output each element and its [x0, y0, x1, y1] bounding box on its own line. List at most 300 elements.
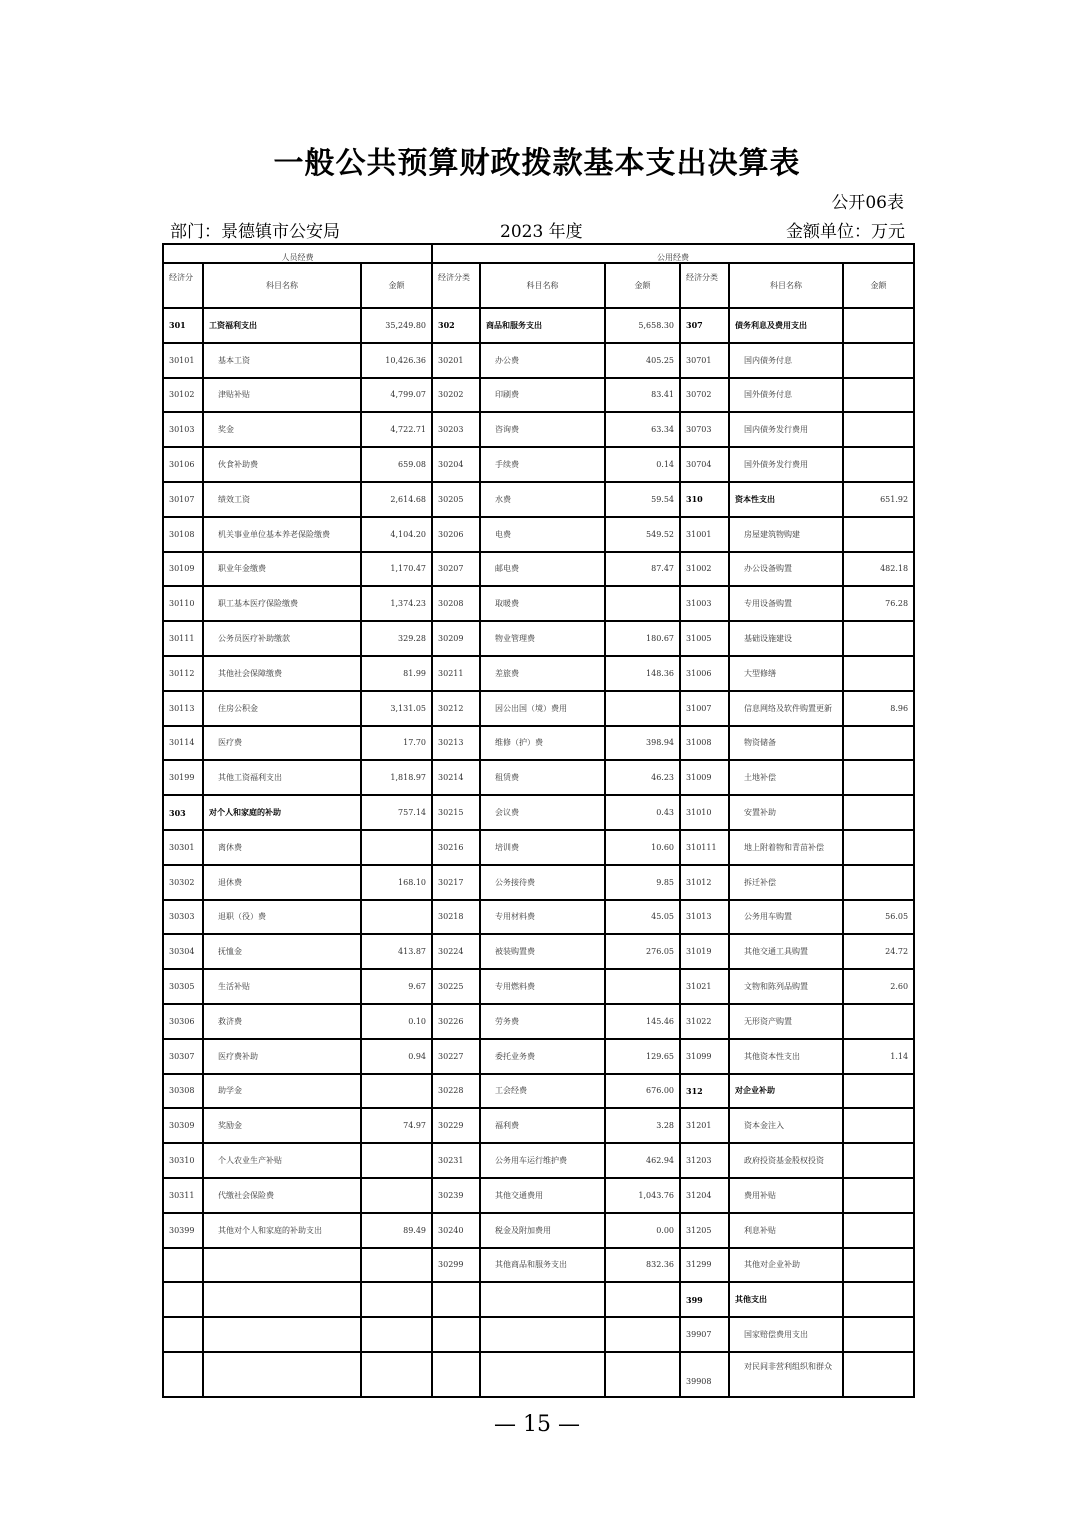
- cell-amount: [361, 1074, 432, 1109]
- table-row: [163, 691, 914, 726]
- cell-item-name: 办公费: [480, 343, 605, 378]
- cell-item-name: 会议费: [480, 795, 605, 830]
- group-header-personnel: 人员经费: [163, 244, 432, 263]
- cell-item-name: 物业管理费: [480, 621, 605, 656]
- cell-item-name: [480, 1282, 605, 1317]
- cell-item-name: 基础设施建设: [729, 621, 843, 656]
- cell-amount: [843, 1317, 914, 1352]
- table-row: [163, 969, 914, 1004]
- cell-code: 30101: [163, 343, 203, 378]
- amount-unit: 金额单位：万元: [786, 222, 905, 242]
- cell-item-name: 职业年金缴费: [203, 552, 361, 587]
- cell-item-name: 工会经费: [480, 1074, 605, 1109]
- cell-amount: [605, 1317, 680, 1352]
- cell-code: 30211: [432, 656, 480, 691]
- cell-item-name: 大型修缮: [729, 656, 843, 691]
- cell-item-name: 基本工资: [203, 343, 361, 378]
- cell-item-name: 手续费: [480, 447, 605, 482]
- cell-amount: 24.72: [843, 934, 914, 969]
- cell-amount: [843, 1074, 914, 1109]
- cell-amount: 651.92: [843, 482, 914, 517]
- cell-item-name: 奖励金: [203, 1108, 361, 1143]
- cell-code: 30205: [432, 482, 480, 517]
- cell-amount: 276.05: [605, 934, 680, 969]
- cell-amount: [843, 1352, 914, 1397]
- cell-code: 31009: [680, 760, 729, 795]
- cell-item-name: 费用补贴: [729, 1178, 843, 1213]
- expenditure-table: [162, 243, 915, 1398]
- cell-amount: 3.28: [605, 1108, 680, 1143]
- cell-item-name: 医疗费: [203, 726, 361, 761]
- cell-item-name: 其他交通工具购置: [729, 934, 843, 969]
- cell-code: 30203: [432, 412, 480, 447]
- cell-item-name: 公务员医疗补助缴款: [203, 621, 361, 656]
- cell-item-name: 利息补贴: [729, 1213, 843, 1248]
- cell-item-name: 对个人和家庭的补助: [203, 795, 361, 830]
- cell-code: 31021: [680, 969, 729, 1004]
- cell-item-name: 政府投资基金股权投资: [729, 1143, 843, 1178]
- cell-code: 30215: [432, 795, 480, 830]
- cell-item-name: 专用设备购置: [729, 586, 843, 621]
- cell-code: 30114: [163, 726, 203, 761]
- cell-amount: 129.65: [605, 1039, 680, 1074]
- header-name: 科目名称: [480, 263, 605, 308]
- cell-code: 30206: [432, 517, 480, 552]
- cell-code: 30303: [163, 900, 203, 935]
- cell-item-name: 个人农业生产补贴: [203, 1143, 361, 1178]
- header-amount: 金额: [605, 263, 680, 308]
- cell-item-name: 办公设备购置: [729, 552, 843, 587]
- cell-item-name: 国外债务发行费用: [729, 447, 843, 482]
- cell-amount: 1,170.47: [361, 552, 432, 587]
- cell-item-name: 专用材料费: [480, 900, 605, 935]
- cell-item-name: 国内债务付息: [729, 343, 843, 378]
- cell-item-name: 离休费: [203, 830, 361, 865]
- cell-item-name: 委托业务费: [480, 1039, 605, 1074]
- cell-code: 30306: [163, 1004, 203, 1039]
- cell-amount: 10.60: [605, 830, 680, 865]
- cell-amount: 462.94: [605, 1143, 680, 1178]
- cell-amount: [843, 830, 914, 865]
- cell-item-name: 绩效工资: [203, 482, 361, 517]
- cell-item-name: 对民间非营利组织和群众: [729, 1352, 843, 1397]
- table-row: [163, 1213, 914, 1248]
- cell-item-name: 助学金: [203, 1074, 361, 1109]
- cell-code: 30240: [432, 1213, 480, 1248]
- cell-item-name: 咨询费: [480, 412, 605, 447]
- cell-code: 30214: [432, 760, 480, 795]
- cell-code: 30207: [432, 552, 480, 587]
- cell-item-name: [203, 1317, 361, 1352]
- cell-amount: [361, 1143, 432, 1178]
- table-row: [163, 378, 914, 413]
- cell-item-name: 安置补助: [729, 795, 843, 830]
- cell-item-name: 商品和服务支出: [480, 308, 605, 343]
- cell-amount: [361, 1282, 432, 1317]
- cell-item-name: 职工基本医疗保险缴费: [203, 586, 361, 621]
- cell-amount: 46.23: [605, 760, 680, 795]
- cell-amount: [843, 760, 914, 795]
- cell-item-name: 其他交通费用: [480, 1178, 605, 1213]
- cell-amount: 10,426.36: [361, 343, 432, 378]
- cell-code: 30108: [163, 517, 203, 552]
- cell-item-name: 医疗费补助: [203, 1039, 361, 1074]
- cell-amount: [361, 1352, 432, 1397]
- department: 部门：景德镇市公安局: [170, 222, 340, 242]
- cell-code: 31013: [680, 900, 729, 935]
- cell-item-name: 房屋建筑物购建: [729, 517, 843, 552]
- cell-item-name: 抚恤金: [203, 934, 361, 969]
- cell-amount: 1.14: [843, 1039, 914, 1074]
- table-row: [163, 1108, 914, 1143]
- cell-code: 30225: [432, 969, 480, 1004]
- cell-code: 310111: [680, 830, 729, 865]
- cell-code: [163, 1352, 203, 1397]
- cell-item-name: 其他商品和服务支出: [480, 1248, 605, 1283]
- cell-amount: [605, 969, 680, 1004]
- cell-amount: [843, 726, 914, 761]
- group-header-public: 公用经费: [432, 244, 914, 263]
- cell-amount: [843, 412, 914, 447]
- cell-code: [432, 1317, 480, 1352]
- cell-code: 30702: [680, 378, 729, 413]
- cell-amount: 2.60: [843, 969, 914, 1004]
- table-row: [163, 1352, 914, 1397]
- cell-amount: 413.87: [361, 934, 432, 969]
- cell-code: 30209: [432, 621, 480, 656]
- cell-amount: 89.49: [361, 1213, 432, 1248]
- cell-code: 30204: [432, 447, 480, 482]
- cell-code: 30307: [163, 1039, 203, 1074]
- cell-code: 30213: [432, 726, 480, 761]
- cell-amount: [843, 517, 914, 552]
- cell-item-name: 其他工资福利支出: [203, 760, 361, 795]
- cell-code: 31006: [680, 656, 729, 691]
- cell-item-name: 救济费: [203, 1004, 361, 1039]
- cell-code: 31203: [680, 1143, 729, 1178]
- cell-code: 30208: [432, 586, 480, 621]
- cell-item-name: [480, 1352, 605, 1397]
- table-row: [163, 1178, 914, 1213]
- cell-amount: 549.52: [605, 517, 680, 552]
- cell-code: 31019: [680, 934, 729, 969]
- cell-code: 30216: [432, 830, 480, 865]
- cell-item-name: 债务利息及费用支出: [729, 308, 843, 343]
- cell-code: 30212: [432, 691, 480, 726]
- cell-item-name: 住房公积金: [203, 691, 361, 726]
- cell-item-name: 被装购置费: [480, 934, 605, 969]
- cell-amount: [843, 865, 914, 900]
- cell-item-name: 培训费: [480, 830, 605, 865]
- cell-code: 30309: [163, 1108, 203, 1143]
- cell-amount: 148.36: [605, 656, 680, 691]
- cell-item-name: 伙食补助费: [203, 447, 361, 482]
- cell-amount: 757.14: [361, 795, 432, 830]
- cell-code: 31010: [680, 795, 729, 830]
- cell-amount: [843, 1178, 914, 1213]
- cell-item-name: 生活补贴: [203, 969, 361, 1004]
- header-amount: 金额: [843, 263, 914, 308]
- cell-amount: 0.43: [605, 795, 680, 830]
- cell-code: [163, 1282, 203, 1317]
- cell-amount: 87.47: [605, 552, 680, 587]
- cell-amount: [843, 1248, 914, 1283]
- cell-code: 30229: [432, 1108, 480, 1143]
- cell-item-name: 其他社会保障缴费: [203, 656, 361, 691]
- table-row: [163, 412, 914, 447]
- cell-item-name: 维修（护）费: [480, 726, 605, 761]
- cell-code: 30202: [432, 378, 480, 413]
- cell-amount: [361, 1248, 432, 1283]
- cell-code: 312: [680, 1074, 729, 1109]
- cell-amount: [843, 1282, 914, 1317]
- table-row: [163, 726, 914, 761]
- table-row: [163, 1039, 914, 1074]
- cell-amount: 59.54: [605, 482, 680, 517]
- cell-amount: [843, 447, 914, 482]
- table-row: [163, 621, 914, 656]
- table-row: [163, 900, 914, 935]
- cell-code: 30299: [432, 1248, 480, 1283]
- table-row: [163, 447, 914, 482]
- cell-code: [432, 1352, 480, 1397]
- cell-code: 30302: [163, 865, 203, 900]
- cell-item-name: [203, 1352, 361, 1397]
- cell-amount: 74.97: [361, 1108, 432, 1143]
- cell-item-name: 土地补偿: [729, 760, 843, 795]
- table-row: [163, 1074, 914, 1109]
- cell-code: 30111: [163, 621, 203, 656]
- cell-code: 399: [680, 1282, 729, 1317]
- cell-code: 307: [680, 308, 729, 343]
- cell-amount: [361, 1317, 432, 1352]
- cell-code: 301: [163, 308, 203, 343]
- cell-amount: 1,818.97: [361, 760, 432, 795]
- cell-code: 30226: [432, 1004, 480, 1039]
- cell-code: 31008: [680, 726, 729, 761]
- cell-code: 30110: [163, 586, 203, 621]
- cell-item-name: 公务接待费: [480, 865, 605, 900]
- cell-amount: 0.00: [605, 1213, 680, 1248]
- header-name: 科目名称: [203, 263, 361, 308]
- cell-code: 31204: [680, 1178, 729, 1213]
- cell-item-name: 资本性支出: [729, 482, 843, 517]
- fiscal-year: 2023 年度: [500, 222, 583, 242]
- cell-code: 39907: [680, 1317, 729, 1352]
- cell-amount: [843, 1108, 914, 1143]
- cell-amount: [843, 1143, 914, 1178]
- cell-amount: 83.41: [605, 378, 680, 413]
- header-code: 经济分类: [680, 263, 729, 308]
- table-row: [163, 482, 914, 517]
- cell-item-name: 无形资产购置: [729, 1004, 843, 1039]
- cell-item-name: 公务用车购置: [729, 900, 843, 935]
- table-row: [163, 1143, 914, 1178]
- cell-amount: 9.85: [605, 865, 680, 900]
- cell-code: 30106: [163, 447, 203, 482]
- cell-amount: [361, 1178, 432, 1213]
- cell-amount: 45.05: [605, 900, 680, 935]
- cell-item-name: 国外债务付息: [729, 378, 843, 413]
- cell-code: 302: [432, 308, 480, 343]
- cell-code: 30217: [432, 865, 480, 900]
- cell-item-name: 水费: [480, 482, 605, 517]
- cell-amount: 35,249.80: [361, 308, 432, 343]
- cell-amount: 1,043.76: [605, 1178, 680, 1213]
- header-amount: 金额: [361, 263, 432, 308]
- cell-amount: 8.96: [843, 691, 914, 726]
- cell-item-name: 退职（役）费: [203, 900, 361, 935]
- cell-code: 30109: [163, 552, 203, 587]
- table-row: [163, 343, 914, 378]
- cell-amount: [843, 343, 914, 378]
- cell-item-name: 税金及附加费用: [480, 1213, 605, 1248]
- cell-amount: [361, 900, 432, 935]
- header-code: 经济分类: [432, 263, 480, 308]
- cell-amount: 1,374.23: [361, 586, 432, 621]
- cell-item-name: 退休费: [203, 865, 361, 900]
- cell-code: 31007: [680, 691, 729, 726]
- cell-code: 30301: [163, 830, 203, 865]
- cell-amount: 329.28: [361, 621, 432, 656]
- cell-amount: 4,104.20: [361, 517, 432, 552]
- cell-amount: 63.34: [605, 412, 680, 447]
- cell-code: 30113: [163, 691, 203, 726]
- cell-code: 30399: [163, 1213, 203, 1248]
- cell-code: 31299: [680, 1248, 729, 1283]
- cell-amount: 659.08: [361, 447, 432, 482]
- table-row: [163, 1317, 914, 1352]
- cell-amount: 676.00: [605, 1074, 680, 1109]
- table-row: [163, 795, 914, 830]
- table-row: [163, 586, 914, 621]
- cell-code: [432, 1282, 480, 1317]
- cell-item-name: 物资储备: [729, 726, 843, 761]
- cell-item-name: 拆迁补偿: [729, 865, 843, 900]
- cell-item-name: 地上附着物和青苗补偿: [729, 830, 843, 865]
- cell-code: 30102: [163, 378, 203, 413]
- cell-item-name: 福利费: [480, 1108, 605, 1143]
- cell-code: 30228: [432, 1074, 480, 1109]
- cell-amount: [605, 1282, 680, 1317]
- cell-amount: 405.25: [605, 343, 680, 378]
- cell-amount: 17.70: [361, 726, 432, 761]
- cell-item-name: [480, 1317, 605, 1352]
- cell-code: 30310: [163, 1143, 203, 1178]
- cell-amount: 0.14: [605, 447, 680, 482]
- cell-code: 31002: [680, 552, 729, 587]
- cell-code: 31012: [680, 865, 729, 900]
- cell-amount: 3,131.05: [361, 691, 432, 726]
- cell-item-name: [203, 1248, 361, 1283]
- cell-item-name: 工资福利支出: [203, 308, 361, 343]
- cell-item-name: 国内债务发行费用: [729, 412, 843, 447]
- cell-code: 31003: [680, 586, 729, 621]
- cell-item-name: 专用燃料费: [480, 969, 605, 1004]
- cell-amount: [605, 586, 680, 621]
- cell-item-name: 取暖费: [480, 586, 605, 621]
- cell-code: 30239: [432, 1178, 480, 1213]
- cell-code: 31005: [680, 621, 729, 656]
- cell-item-name: [203, 1282, 361, 1317]
- cell-code: [163, 1248, 203, 1283]
- cell-code: 30218: [432, 900, 480, 935]
- cell-amount: 0.10: [361, 1004, 432, 1039]
- cell-item-name: 公务用车运行维护费: [480, 1143, 605, 1178]
- cell-code: 30224: [432, 934, 480, 969]
- cell-amount: 76.28: [843, 586, 914, 621]
- cell-amount: 168.10: [361, 865, 432, 900]
- cell-code: 30704: [680, 447, 729, 482]
- cell-amount: 56.05: [843, 900, 914, 935]
- cell-amount: [843, 308, 914, 343]
- header-name: 科目名称: [729, 263, 843, 308]
- header-code: 经济分: [163, 263, 203, 308]
- cell-code: 31001: [680, 517, 729, 552]
- cell-item-name: 其他资本性支出: [729, 1039, 843, 1074]
- cell-amount: 832.36: [605, 1248, 680, 1283]
- cell-amount: [605, 691, 680, 726]
- cell-code: 31099: [680, 1039, 729, 1074]
- table-row: [163, 934, 914, 969]
- cell-amount: 81.99: [361, 656, 432, 691]
- cell-amount: [843, 795, 914, 830]
- table-number: 公开06表: [831, 193, 904, 213]
- cell-code: 30701: [680, 343, 729, 378]
- cell-code: 310: [680, 482, 729, 517]
- cell-amount: 145.46: [605, 1004, 680, 1039]
- table-row: [163, 308, 914, 343]
- cell-amount: [361, 830, 432, 865]
- cell-item-name: 因公出国（境）费用: [480, 691, 605, 726]
- cell-amount: 398.94: [605, 726, 680, 761]
- cell-amount: [843, 621, 914, 656]
- cell-code: 30201: [432, 343, 480, 378]
- cell-code: 30305: [163, 969, 203, 1004]
- table-row: [163, 517, 914, 552]
- cell-code: 30308: [163, 1074, 203, 1109]
- cell-item-name: 劳务费: [480, 1004, 605, 1039]
- cell-amount: 4,722.71: [361, 412, 432, 447]
- cell-amount: [843, 1004, 914, 1039]
- cell-item-name: 印刷费: [480, 378, 605, 413]
- cell-item-name: 租赁费: [480, 760, 605, 795]
- cell-item-name: 电费: [480, 517, 605, 552]
- table-row: [163, 656, 914, 691]
- cell-item-name: 邮电费: [480, 552, 605, 587]
- table-row: [163, 760, 914, 795]
- page-title: 一般公共预算财政拨款基本支出决算表: [273, 146, 801, 181]
- table-row: [163, 865, 914, 900]
- cell-code: [163, 1317, 203, 1352]
- cell-amount: 5,658.30: [605, 308, 680, 343]
- table-row: [163, 830, 914, 865]
- cell-code: 30107: [163, 482, 203, 517]
- cell-amount: 2,614.68: [361, 482, 432, 517]
- cell-code: 30703: [680, 412, 729, 447]
- cell-item-name: 其他支出: [729, 1282, 843, 1317]
- cell-code: 39908: [680, 1352, 729, 1397]
- cell-code: 303: [163, 795, 203, 830]
- cell-amount: 9.67: [361, 969, 432, 1004]
- cell-code: 30231: [432, 1143, 480, 1178]
- cell-amount: [605, 1352, 680, 1397]
- cell-code: 31205: [680, 1213, 729, 1248]
- cell-code: 30112: [163, 656, 203, 691]
- cell-item-name: 资本金注入: [729, 1108, 843, 1143]
- cell-code: 30103: [163, 412, 203, 447]
- cell-item-name: 差旅费: [480, 656, 605, 691]
